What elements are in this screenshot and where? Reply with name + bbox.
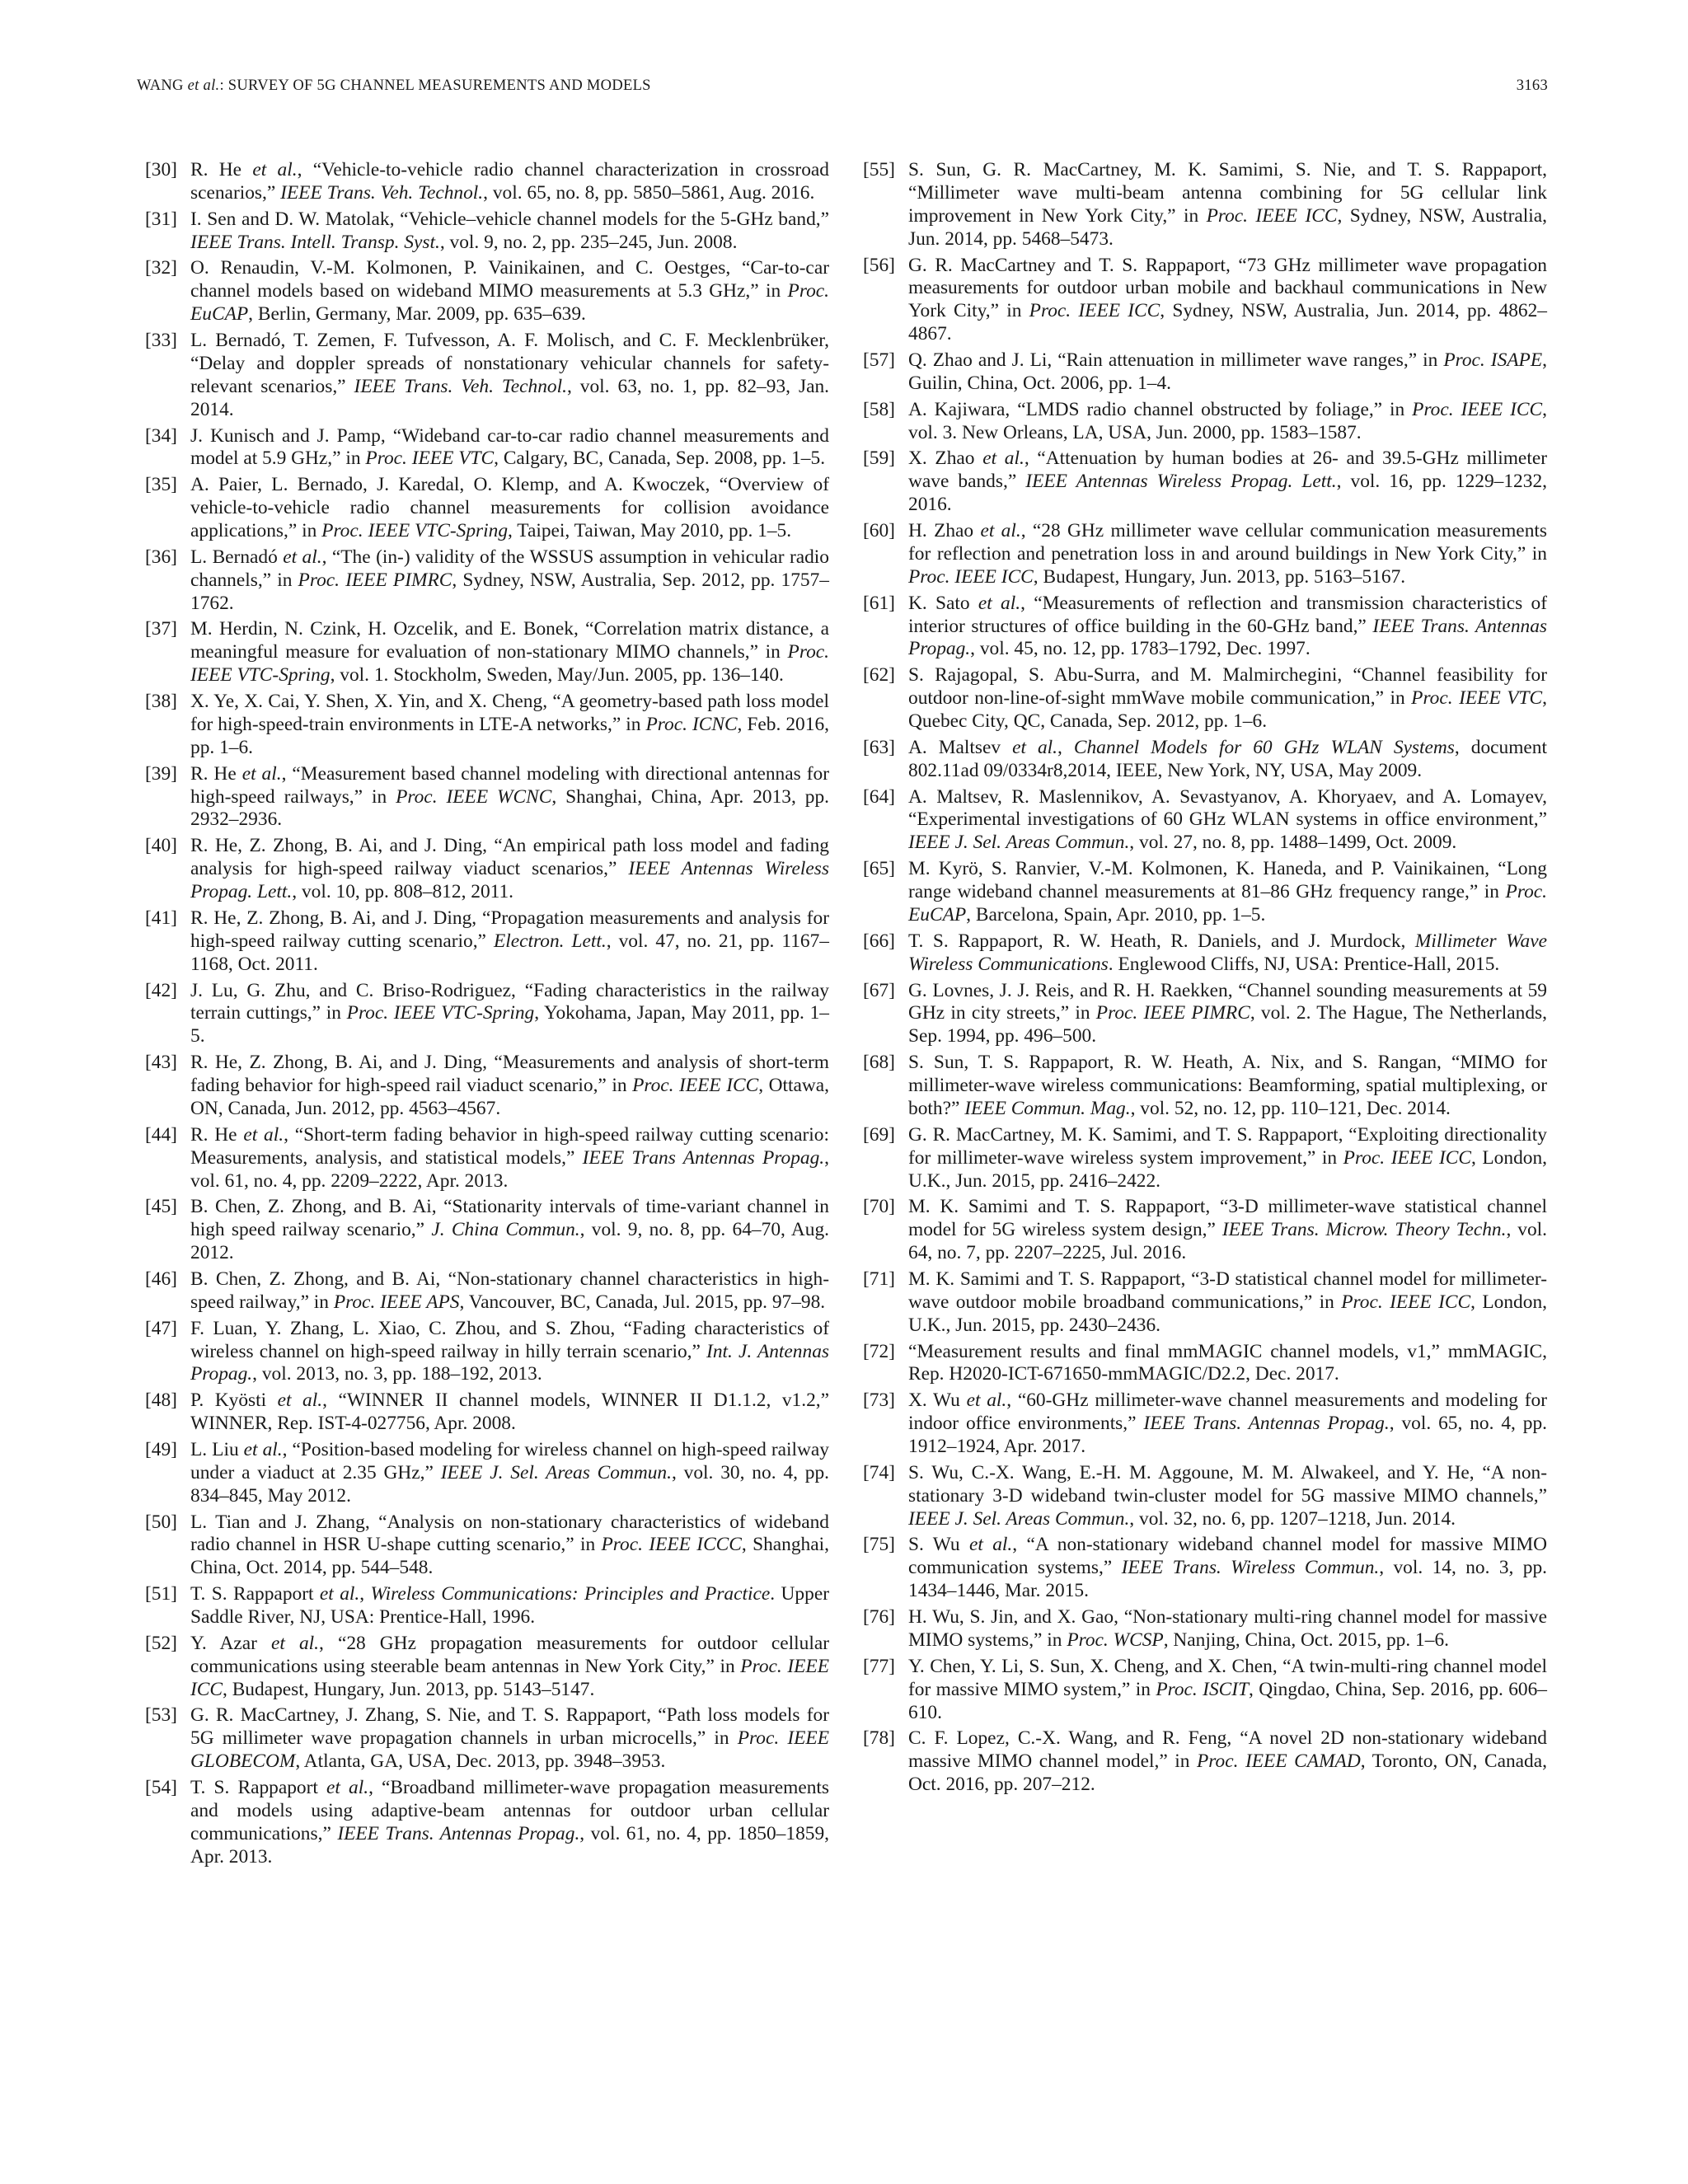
reference-item [145, 425, 829, 471]
reference-item [145, 1268, 829, 1315]
reference-text: F. Luan, Y. Zhang, L. Xiao, C. Zhou, and S. Zhou, “Fading characteristics of wireless channel on high-speed railway in hilly terrain scenario,” Int. J. Antennas Propag., vol. 2013, no. 3, pp. 188–192, 2013. [190, 1317, 829, 1385]
reference-text: O. Renaudin, V.-M. Kolmonen, P. Vainikainen, and C. Oestges, “Car-to-car channel models based on wideband MIMO measurements at 5.3 GHz,” in Proc. EuCAP, Berlin, Germany, Mar. 2009, pp. 635–639. [190, 257, 829, 326]
reference-item [863, 1727, 1547, 1797]
reference-text: M. K. Samimi and T. S. Rappaport, “3-D statistical channel model for millimeter-wave outdoor mobile broadband communications,” in Proc. IEEE ICC, London, U.K., Jun. 2015, pp. 2430–2436. [908, 1268, 1547, 1336]
page-number: 3163 [1516, 77, 1548, 94]
reference-text: R. He, Z. Zhong, B. Ai, and J. Ding, “Propagation measurements and analysis for high-speed railway cutting scenario,” Electron. Lett., vol. 47, no. 21, pp. 1167–1168, Oct. 2011. [190, 907, 830, 975]
reference-text: K. Sato et al., “Measurements of reflection and transmission characteristics of interior structures of office building in the 60-GHz band,” IEEE Trans. Antennas Propag., vol. 45, no. 12, pp. 1783–1792, Dec. 1997. [908, 592, 1548, 660]
reference-item [145, 907, 829, 977]
reference-text: B. Chen, Z. Zhong, and B. Ai, “Non-stationary channel characteristics in high-speed railway,” in Proc. IEEE APS, Vancouver, BC, Canada, Jul. 2015, pp. 97–98. [190, 1268, 829, 1313]
reference-text: A. Maltsev, R. Maslennikov, A. Sevastyanov, A. Khoryaev, and A. Lomayev, “Experimental investigations of 60 GHz WLAN systems in office environment,” IEEE J. Sel. Areas Commun., vol. 27, no. 8, pp. 1488–1499, Oct. 2009. [908, 785, 1547, 854]
reference-number: [52] [145, 1632, 177, 1654]
reference-text: L. Bernadó et al., “The (in-) validity of the WSSUS assumption in vehicular radio channels,” in Proc. IEEE PIMRC, Sydney, NSW, Australia, Sep. 2012, pp. 1757–1762. [190, 546, 829, 614]
reference-text: Y. Chen, Y. Li, S. Sun, X. Cheng, and X. Chen, “A twin-multi-ring channel model for massive MIMO system,” in Proc. ISCIT, Qingdao, China, Sep. 2016, pp. 606–610. [908, 1655, 1547, 1723]
reference-number: [37] [145, 618, 177, 640]
reference-text: G. R. MacCartney, J. Zhang, S. Nie, and T. S. Rappaport, “Path loss models for 5G millimeter wave propagation channels in urban microcells,” in Proc. IEEE GLOBECOM, Atlanta, GA, USA, Dec. 2013, pp. 3948–3953. [190, 1704, 830, 1773]
reference-number: [64] [863, 785, 895, 808]
reference-number: [30] [145, 159, 177, 180]
reference-item [145, 474, 829, 543]
reference-text: A. Maltsev et al., Channel Models for 60 GHz WLAN Systems, document 802.11ad 09/0334r8,2014, IEEE, New York, NY, USA, May 2009. [908, 736, 1547, 781]
reference-text: H. Zhao et al., “28 GHz millimeter wave cellular communication measurements for reflection and penetration loss in and around buildings in New York City,” in Proc. IEEE ICC, Budapest, Hungary, Jun. 2013, pp. 5163–5167. [908, 520, 1547, 588]
reference-number: [67] [863, 979, 895, 1001]
reference-text: L. Bernadó, T. Zemen, F. Tufvesson, A. F. Molisch, and C. F. Mecklenbrüker, “Delay and doppler spreads of nonstationary vehicular channels for safety-relevant scenarios,” IEEE Trans. Veh. Technol., vol. 63, no. 1, pp. 82–93, Jan. 2014. [190, 330, 829, 420]
reference-number: [40] [145, 835, 177, 857]
reference-text: T. S. Rappaport et al., Wireless Communications: Principles and Practice. Upper Saddle River, NJ, USA: Prentice-Hall, 1996. [190, 1583, 829, 1629]
reference-number: [72] [863, 1340, 895, 1362]
reference-text: G. Lovnes, J. J. Reis, and R. H. Raekken, “Channel sounding measurements at 59 GHz in city streets,” in Proc. IEEE PIMRC, vol. 2. The Hague, The Netherlands, Sep. 1994, pp. 496–500. [908, 979, 1548, 1047]
reference-item [145, 618, 829, 687]
reference-number: [38] [145, 691, 177, 713]
reference-number: [49] [145, 1438, 177, 1460]
reference-item [145, 257, 829, 326]
reference-text: J. Lu, G. Zhu, and C. Briso-Rodriguez, “Fading characteristics in the railway terrain cuttings,” in Proc. IEEE VTC-Spring, Yokohama, Japan, May 2011, pp. 1–5. [190, 979, 829, 1047]
reference-text: Q. Zhao and J. Li, “Rain attenuation in millimeter wave ranges,” in Proc. ISAPE, Guilin, China, Oct. 2006, pp. 1–4. [908, 349, 1547, 394]
reference-text: X. Wu et al., “60-GHz millimeter-wave channel measurements and modeling for indoor office environments,” IEEE Trans. Antennas Propag., vol. 65, no. 4, pp. 1912–1924, Apr. 2017. [908, 1390, 1548, 1458]
reference-item [863, 1606, 1547, 1652]
reference-number: [63] [863, 736, 895, 758]
reference-text: L. Tian and J. Zhang, “Analysis on non-stationary characteristics of wideband radio channel in HSR U-shape cutting scenario,” in Proc. IEEE ICCC, Shanghai, China, Oct. 2014, pp. 544–548. [190, 1511, 829, 1579]
reference-number: [54] [145, 1777, 177, 1799]
reference-item [145, 1196, 829, 1265]
reference-number: [55] [863, 159, 895, 180]
header-title-text: : SURVEY OF 5G CHANNEL MEASUREMENTS AND MODELS [219, 77, 651, 94]
reference-item [145, 691, 829, 760]
reference-text: B. Chen, Z. Zhong, and B. Ai, “Stationarity intervals of time-variant channel in high speed railway scenario,” J. China Commun., vol. 9, no. 8, pp. 64–70, Aug. 2012. [190, 1196, 829, 1264]
reference-number: [77] [863, 1655, 895, 1677]
reference-item [863, 1390, 1547, 1459]
reference-text: S. Wu et al., “A non-stationary wideband channel model for massive MIMO communication systems,” IEEE Trans. Wireless Commun., vol. 14, no. 3, pp. 1434–1446, Mar. 2015. [908, 1534, 1548, 1602]
reference-text: A. Paier, L. Bernado, J. Karedal, O. Klemp, and A. Kwoczek, “Overview of vehicle-to-vehicle radio channel measurements for collision avoidance applications,” in Proc. IEEE VTC-Spring, Taipei, Taiwan, May 2010, pp. 1–5. [190, 474, 829, 542]
reference-item [863, 1268, 1547, 1338]
running-header [137, 77, 1548, 105]
reference-item [863, 980, 1547, 1049]
reference-text: X. Ye, X. Cai, Y. Shen, X. Yin, and X. Cheng, “A geometry-based path loss model for high-speed-train environments in LTE-A networks,” in Proc. ICNC, Feb. 2016, pp. 1–6. [190, 691, 829, 758]
reference-text: H. Wu, S. Jin, and X. Gao, “Non-stationary multi-ring channel model for massive MIMO systems,” in Proc. WCSP, Nanjing, China, Oct. 2015, pp. 1–6. [908, 1606, 1547, 1651]
reference-number: [69] [863, 1123, 895, 1146]
reference-item [863, 399, 1547, 445]
reference-number: [44] [145, 1123, 177, 1146]
reference-text: P. Kyösti et al., “WINNER II channel models, WINNER II D1.1.2, v1.2,” WINNER, Rep. IST-4-027756, Apr. 2008. [190, 1390, 829, 1435]
references-right-column [863, 159, 1547, 1800]
reference-item [145, 1704, 829, 1774]
reference-number: [47] [145, 1317, 177, 1339]
reference-item [863, 1341, 1547, 1387]
reference-text: T. S. Rappaport, R. W. Heath, R. Daniels, and J. Murdock, Millimeter Wave Wireless Communications. Englewood Cliffs, NJ, USA: Prentice-Hall, 2015. [908, 930, 1547, 975]
reference-item [145, 546, 829, 616]
reference-item [145, 159, 829, 205]
reference-number: [51] [145, 1583, 177, 1605]
reference-number: [34] [145, 424, 177, 447]
reference-number: [31] [145, 208, 177, 230]
reference-text: G. R. MacCartney and T. S. Rappaport, “73 GHz millimeter wave propagation measurements for outdoor urban mobile and backhaul communications in New York City,” in Proc. IEEE ICC, Sydney, NSW, Australia, Jun. 2014, pp. 4862–4867. [908, 254, 1547, 345]
reference-number: [35] [145, 474, 177, 496]
reference-number: [75] [863, 1534, 895, 1556]
reference-number: [78] [863, 1727, 895, 1750]
reference-text: “Measurement results and final mmMAGIC channel models, v1,” mmMAGIC, Rep. H2020-ICT-671650-mmMAGIC/D2.2, Dec. 2017. [908, 1340, 1547, 1385]
reference-text: R. He et al., “Short-term fading behavior in high-speed railway cutting scenario: Measurements, analysis, and statistical models,” IEEE Trans Antennas Propag., vol. 61, no. 4, pp. 2209–2222, Apr. 2013. [190, 1123, 830, 1192]
reference-text: R. He, Z. Zhong, B. Ai, and J. Ding, “Measurements and analysis of short-term fading behavior for high-speed rail viaduct scenario,” in Proc. IEEE ICC, Ottawa, ON, Canada, Jun. 2012, pp. 4563–4567. [190, 1052, 829, 1119]
reference-item [145, 1390, 829, 1436]
reference-item [863, 159, 1547, 251]
reference-text: T. S. Rappaport et al., “Broadband millimeter-wave propagation measurements and models using adaptive-beam antennas for outdoor urban cellular communications,” IEEE Trans. Antennas Propag., vol. 61, no. 4, pp. 1850–1859, Apr. 2013. [190, 1777, 830, 1868]
reference-item [863, 593, 1547, 662]
reference-number: [66] [863, 930, 895, 952]
reference-text: G. R. MacCartney, M. K. Samimi, and T. S. Rappaport, “Exploiting directionality for millimeter-wave wireless system improvement,” in Proc. IEEE ICC, London, U.K., Jun. 2015, pp. 2416–2422. [908, 1123, 1548, 1192]
reference-number: [41] [145, 907, 177, 929]
reference-text: A. Kajiwara, “LMDS radio channel obstructed by foliage,” in Proc. IEEE ICC, vol. 3. New Orleans, LA, USA, Jun. 2000, pp. 1583–1587. [908, 398, 1547, 443]
reference-number: [76] [863, 1606, 895, 1629]
reference-text: X. Zhao et al., “Attenuation by human bodies at 26- and 39.5-GHz millimeter wave bands,” IEEE Antennas Wireless Propag. Lett., vol. 16, pp. 1229–1232, 2016. [908, 448, 1547, 516]
reference-text: M. K. Samimi and T. S. Rappaport, “3-D millimeter-wave statistical channel model for 5G wireless system design,” IEEE Trans. Microw. Theory Techn., vol. 64, no. 7, pp. 2207–2225, Jul. 2016. [908, 1196, 1547, 1264]
reference-item [863, 1124, 1547, 1193]
reference-item [863, 255, 1547, 347]
reference-item [863, 1656, 1547, 1725]
reference-item [145, 1052, 829, 1121]
reference-number: [65] [863, 858, 895, 880]
reference-item [145, 1583, 829, 1629]
reference-item [863, 1196, 1547, 1265]
reference-number: [68] [863, 1052, 895, 1074]
reference-item [863, 1052, 1547, 1121]
reference-number: [39] [145, 762, 177, 785]
reference-number: [62] [863, 664, 895, 687]
reference-item [863, 930, 1547, 977]
reference-text: M. Kyrö, S. Ranvier, V.-M. Kolmonen, K. Haneda, and P. Vainikainen, “Long range wideband channel measurements at 81–86 GHz frequency range,” in Proc. EuCAP, Barcelona, Spain, Apr. 2010, pp. 1–5. [908, 858, 1547, 926]
reference-item [145, 209, 829, 255]
reference-number: [53] [145, 1704, 177, 1727]
reference-number: [73] [863, 1390, 895, 1412]
reference-number: [61] [863, 592, 895, 614]
reference-item [145, 1318, 829, 1387]
reference-number: [36] [145, 546, 177, 568]
reference-item [145, 1633, 829, 1702]
reference-text: R. He, Z. Zhong, B. Ai, and J. Ding, “An empirical path loss model and fading analysis for high-speed railway viaduct scenarios,” IEEE Antennas Wireless Propag. Lett., vol. 10, pp. 808–812, 2011. [190, 835, 830, 903]
reference-item [863, 786, 1547, 855]
reference-number: [60] [863, 520, 895, 542]
references-left-column [145, 159, 829, 1872]
reference-item [145, 1439, 829, 1508]
reference-item [145, 1511, 829, 1581]
reference-number: [46] [145, 1268, 177, 1290]
reference-text: M. Herdin, N. Czink, H. Ozcelik, and E. Bonek, “Correlation matrix distance, a meaningful measure for evaluation of non-stationary MIMO channels,” in Proc. IEEE VTC-Spring, vol. 1. Stockholm, Sweden, May/Jun. 2005, pp. 136–140. [190, 618, 829, 687]
reference-item [863, 664, 1547, 733]
reference-number: [70] [863, 1196, 895, 1218]
reference-number: [43] [145, 1052, 177, 1074]
reference-number: [32] [145, 257, 177, 279]
reference-number: [58] [863, 398, 895, 420]
reference-item [145, 1124, 829, 1193]
reference-item [863, 349, 1547, 396]
header-title [137, 77, 651, 95]
reference-item [145, 980, 829, 1049]
reference-text: C. F. Lopez, C.-X. Wang, and R. Feng, “A novel 2D non-stationary wideband massive MIMO channel model,” in Proc. IEEE CAMAD, Toronto, ON, Canada, Oct. 2016, pp. 207–212. [908, 1727, 1547, 1796]
reference-item [863, 448, 1547, 517]
reference-text: S. Sun, G. R. MacCartney, M. K. Samimi, S. Nie, and T. S. Rappaport, “Millimeter wave multi-beam antenna combining for 5G cellular link improvement in New York City,” in Proc. IEEE ICC, Sydney, NSW, Australia, Jun. 2014, pp. 5468–5473. [908, 159, 1547, 250]
reference-text: S. Wu, C.-X. Wang, E.-H. M. Aggoune, M. M. Alwakeel, and Y. He, “A non-stationary 3-D wideband twin-cluster model for 5G massive MIMO channels,” IEEE J. Sel. Areas Commun., vol. 32, no. 6, pp. 1207–1218, Jun. 2014. [908, 1461, 1547, 1530]
reference-item [145, 1777, 829, 1869]
header-authors: WANG [137, 77, 184, 94]
reference-number: [50] [145, 1511, 177, 1533]
reference-item [145, 330, 829, 422]
reference-number: [45] [145, 1196, 177, 1218]
reference-item [863, 1462, 1547, 1531]
reference-text: R. He et al., “Vehicle-to-vehicle radio channel characterization in crossroad scenarios,” IEEE Trans. Veh. Technol., vol. 65, no. 8, pp. 5850–5861, Aug. 2016. [190, 159, 829, 204]
reference-number: [33] [145, 330, 177, 352]
reference-item [863, 737, 1547, 783]
reference-number: [71] [863, 1268, 895, 1290]
reference-number: [59] [863, 448, 895, 470]
reference-text: J. Kunisch and J. Pamp, “Wideband car-to-car radio channel measurements and model at 5.9 GHz,” in Proc. IEEE VTC, Calgary, BC, Canada, Sep. 2008, pp. 1–5. [190, 424, 829, 470]
reference-text: S. Rajagopal, S. Abu-Surra, and M. Malmirchegini, “Channel feasibility for outdoor non-line-of-sight mmWave mobile communication,” in Proc. IEEE VTC, Quebec City, QC, Canada, Sep. 2012, pp. 1–6. [908, 664, 1547, 733]
reference-number: [42] [145, 979, 177, 1001]
reference-text: Y. Azar et al., “28 GHz propagation measurements for outdoor cellular communications using steerable beam antennas in New York City,” in Proc. IEEE ICC, Budapest, Hungary, Jun. 2013, pp. 5143–5147. [190, 1632, 830, 1700]
reference-item [863, 520, 1547, 589]
reference-item [145, 763, 829, 832]
reference-item [863, 858, 1547, 927]
reference-number: [57] [863, 349, 895, 372]
header-etal: et al. [187, 77, 220, 94]
reference-item [145, 835, 829, 904]
reference-number: [48] [145, 1390, 177, 1412]
reference-text: S. Sun, T. S. Rappaport, R. W. Heath, A. Nix, and S. Rangan, “MIMO for millimeter-wave wireless communications: Beamforming, spatial multiplexing, or both?” IEEE Commun. Mag., vol. 52, no. 12, pp. 110–121, Dec. 2014. [908, 1052, 1547, 1119]
reference-item [863, 1534, 1547, 1603]
reference-number: [74] [863, 1461, 895, 1483]
reference-number: [56] [863, 254, 895, 276]
reference-text: L. Liu et al., “Position-based modeling for wireless channel on high-speed railway under a viaduct at 2.35 GHz,” IEEE J. Sel. Areas Commun., vol. 30, no. 4, pp. 834–845, May 2012. [190, 1438, 829, 1507]
reference-text: R. He et al., “Measurement based channel modeling with directional antennas for high-speed railways,” in Proc. IEEE WCNC, Shanghai, China, Apr. 2013, pp. 2932–2936. [190, 762, 829, 831]
reference-text: I. Sen and D. W. Matolak, “Vehicle–vehicle channel models for the 5-GHz band,” IEEE Trans. Intell. Transp. Syst., vol. 9, no. 2, pp. 235–245, Jun. 2008. [190, 208, 829, 253]
